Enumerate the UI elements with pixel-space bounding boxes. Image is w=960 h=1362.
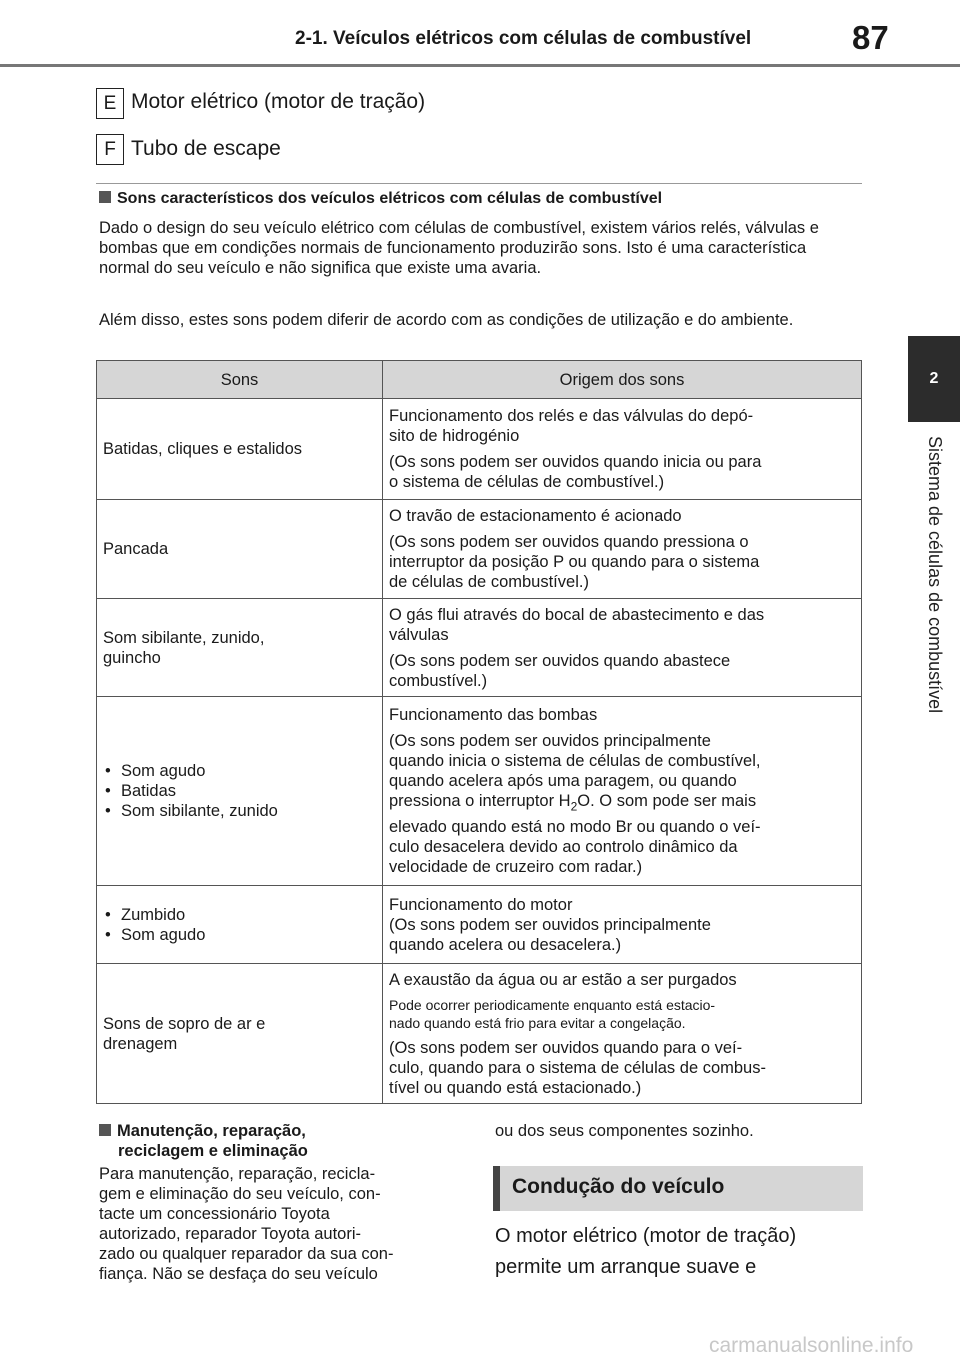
intro-paragraph: Dado o design do seu veículo elétrico com células de combustível, existem vários relés, válvulas e bombas que em condições normais de funcionamento produzirão sons. Isto é uma característica normal do seu veículo e não significa que existe uma avaria. [99,219,819,277]
sound-cell [97,886,383,964]
list-item: • Som agudo [103,761,376,781]
driving-section-title: Condução do veículo [512,1175,725,1198]
driving-section-banner [493,1166,863,1211]
list-item: • Zumbido [103,905,376,925]
chapter-tab[interactable] [908,336,960,422]
origin-cell: A exaustão da água ou ar estão a ser purgados Pode ocorrer periodicamente enquanto está estacio- nado quando está frio para evitar a congelação. (Os sons podem ser ouvidos quando para o veí- culo, quando para o sistema de células de combus- tível ou quando está estacionado.) [383,964,862,1104]
banner-accent-bar [493,1166,500,1211]
watermark: carmanualsonline.info [709,1334,914,1357]
part-marker-e: E [96,88,124,119]
table-row [97,599,862,697]
list-item: • Som sibilante, zunido [103,801,376,821]
list-item: • Som agudo [103,925,376,945]
origin-cell: Funcionamento das bombas (Os sons podem ser ouvidos principalmente quando inicia o sistema de células de combustível, quando acelera após uma paragem, ou quando pressiona o interruptor $H_2O$. O som pode ser mais elevado quando está no modo Br ou quando o veí- culo desacelera devido ao controlo dinâmico da velocidade de cruzeiro com radar.) [383,697,862,886]
header-rule [0,64,960,67]
origin-cell: Funcionamento dos relés e das válvulas do depó- sito de hidrogénio (Os sons podem ser ouvidos quando inicia ou para o sistema de células de combustível.) [383,399,862,500]
sound-list [103,761,376,821]
maintenance-continuation: ou dos seus componentes sozinho. [495,1122,754,1140]
second-paragraph: Além disso, estes sons podem diferir de acordo com as condições de utilização e do ambiente. [99,311,794,329]
square-bullet-icon [99,1124,111,1136]
origin-cell: O travão de estacionamento é acionado (Os sons podem ser ouvidos quando pressiona o interruptor da posição P ou quando para o sistema de células de combustível.) [383,500,862,599]
sound-list [103,905,376,945]
column-header-sounds: Sons [97,361,383,399]
sound-cell [97,697,383,886]
table-row [97,886,862,964]
column-header-origin: Origem dos sons [383,361,862,399]
square-bullet-icon [99,191,111,203]
part-marker-f: F [96,134,124,165]
table-row [97,697,862,886]
table-row [97,500,862,599]
sound-cell: Sons de sopro de ar e drenagem [97,964,383,1104]
origin-cell: O gás flui através do bocal de abastecimento e das válvulas (Os sons podem ser ouvidos quando abastece combustível.) [383,599,862,697]
part-label-e: Motor elétrico (motor de tração) [131,90,426,113]
sound-cell: Batidas, cliques e estalidos [97,399,383,500]
list-item: • Batidas [103,781,376,801]
maintenance-body: Para manutenção, reparação, recicla- gem e eliminação do seu veículo, con- tacte um concessionário Toyota autorizado, reparador Toyota autori- zado ou qualquer reparador da sua con- fiança. Não se desfaça do seu veículo [99,1165,394,1283]
section-heading: Sons característicos dos veículos elétricos com células de combustível [99,190,662,208]
maintenance-heading: Manutenção, reparação, reciclagem e eliminação [99,1121,308,1161]
driving-text-line-2: permite um arranque suave e [495,1256,757,1278]
sounds-table [96,360,862,1104]
origin-cell: Funcionamento do motor (Os sons podem ser ouvidos principalmente quando acelera ou desacelera.) [383,886,862,964]
table-row [97,399,862,500]
section-divider [96,183,862,184]
running-header-title: 2-1. Veículos elétricos com células de combustível [295,28,752,49]
chapter-tab-number: 2 [929,370,939,387]
table-header-row [97,361,862,399]
part-label-f: Tubo de escape [131,137,281,160]
sound-cell: Pancada [97,500,383,599]
driving-text-line-1: O motor elétrico (motor de tração) [495,1225,797,1247]
page-number: 87 [852,19,889,56]
table-row [97,964,862,1104]
sound-cell: Som sibilante, zunido, guincho [97,599,383,697]
